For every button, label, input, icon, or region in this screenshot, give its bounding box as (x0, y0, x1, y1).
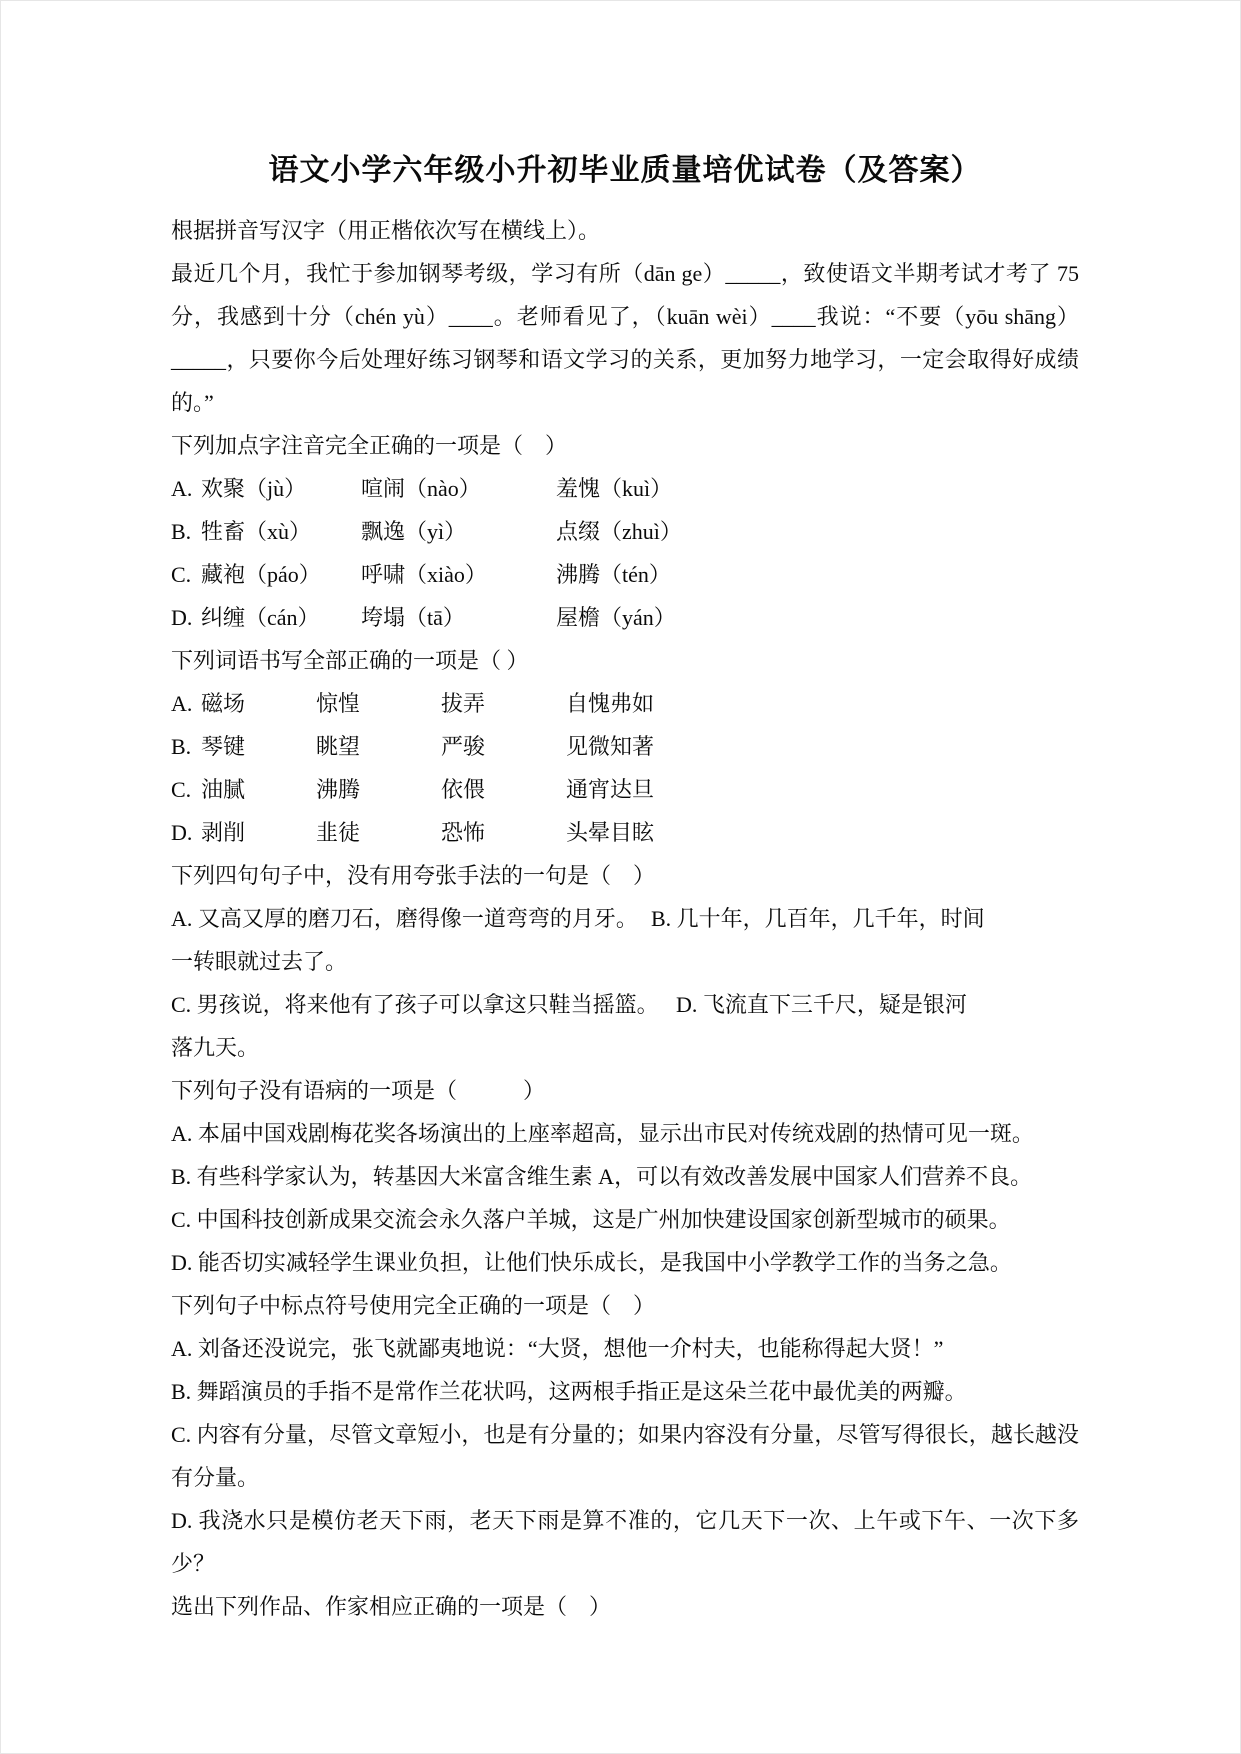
question-prompt-spelling: 下列词语书写全部正确的一项是（ ） (171, 648, 529, 673)
option-word: 飘逸（yì） (361, 519, 467, 544)
option-word: 纠缠（cán） (201, 605, 320, 630)
option-row-pinyin-c (171, 553, 1079, 596)
question-prompt-punctuation: 下列句子中标点符号使用完全正确的一项是（ ） (171, 1293, 656, 1318)
option-sentence-grammar-a: A. 本届中国戏剧梅花奖各场演出的上座率超高，显示出市民对传统戏剧的热情可见一斑。 (171, 1121, 1034, 1146)
option-line-hyperbole-ab (171, 897, 1079, 940)
option-line-hyperbole-cd (171, 983, 1079, 1026)
option-word: 沸腾 (316, 777, 361, 802)
option-word: 韭徒 (316, 820, 361, 845)
option-row-spelling-c (171, 768, 1079, 811)
option-word: 屋檐（yán） (556, 605, 676, 630)
option-letter: A. (171, 476, 193, 501)
option-word: 通宵达旦 (566, 777, 655, 802)
option-letter: A. (171, 691, 193, 716)
question-prompt-hyperbole: 下列四句句子中，没有用夸张手法的一句是（ ） (171, 863, 656, 888)
option-row-pinyin-b (171, 510, 1079, 553)
option-word: 喧闹（nào） (361, 476, 481, 501)
option-letter: C. (171, 777, 192, 802)
option-word: 欢聚（jù） (201, 476, 307, 501)
option-sentence-b-continuation: 一转眼就过去了。 (171, 949, 348, 974)
option-letter: C. (171, 562, 192, 587)
option-sentence-punct-d: D. 我浇水只是模仿老天下雨，老天下雨是算不准的，它几天下一次、上午或下午、一次下多少？ (171, 1508, 1079, 1576)
option-sentence-c: C. 男孩说，将来他有了孩子可以拿这只鞋当摇篮。 (171, 992, 659, 1017)
option-sentence-grammar-c: C. 中国科技创新成果交流会永久落户羊城，这是广州加快建设国家创新型城市的硕果。 (171, 1207, 1011, 1232)
option-word: 点缀（zhuì） (556, 519, 682, 544)
option-word: 垮塌（tā） (361, 605, 465, 630)
option-word: 严骏 (441, 734, 486, 759)
pinyin-instruction: 根据拼音写汉字（用正楷依次写在横线上）。 (171, 218, 601, 243)
option-word: 琴键 (201, 734, 246, 759)
option-sentence-punct-c: C. 内容有分量，尽管文章短小，也是有分量的；如果内容没有分量，尽管写得很长，越长越没有分量。 (171, 1422, 1079, 1490)
option-word: 恐怖 (441, 820, 486, 845)
option-letter: D. (171, 820, 193, 845)
option-row-pinyin-d (171, 596, 1079, 639)
option-word: 油腻 (201, 777, 246, 802)
option-word: 磁场 (201, 691, 246, 716)
option-word: 头晕目眩 (566, 820, 655, 845)
option-sentence-d-continuation: 落九天。 (171, 1035, 260, 1060)
option-sentence-b: B. 几十年，几百年，几千年，时间 (651, 906, 985, 931)
page-title: 语文小学六年级小升初毕业质量培优试卷（及答案） (268, 154, 982, 187)
option-word: 沸腾（tén） (556, 562, 671, 587)
option-word: 眺望 (316, 734, 361, 759)
option-word: 惊惶 (316, 691, 361, 716)
option-sentence-punct-a: A. 刘备还没说完，张飞就鄙夷地说：“大贤，想他一介村夫，也能称得起大贤！” (171, 1336, 944, 1361)
question-prompt-pinyin: 下列加点字注音完全正确的一项是（ ） (171, 433, 568, 458)
option-word: 呼啸（xiào） (361, 562, 487, 587)
option-word: 羞愧（kuì） (556, 476, 673, 501)
option-word: 藏袍（páo） (201, 562, 321, 587)
option-word: 见微知著 (566, 734, 655, 759)
option-letter: B. (171, 519, 192, 544)
page-content (171, 151, 1079, 1628)
question-prompt-works: 选出下列作品、作家相应正确的一项是（ ） (171, 1594, 612, 1619)
option-word: 剥削 (201, 820, 246, 845)
option-sentence-a: A. 又高又厚的磨刀石，磨得像一道弯弯的月牙。 (171, 906, 638, 931)
option-sentence-grammar-b: B. 有些科学家认为，转基因大米富含维生素 A，可以有效改善发展中国家人们营养不良。 (171, 1164, 1033, 1189)
question-prompt-grammar: 下列句子没有语病的一项是（ ） (171, 1078, 546, 1103)
option-sentence-d: D. 飞流直下三千尺，疑是银河 (676, 992, 967, 1017)
option-row-spelling-d (171, 811, 1079, 854)
option-sentence-grammar-d: D. 能否切实减轻学生课业负担，让他们快乐成长，是我国中小学教学工作的当务之急。 (171, 1250, 1012, 1275)
pinyin-fill-paragraph: 最近几个月，我忙于参加钢琴考级，学习有所（dān ge）_____，致使语文半期考试才考了 75 分，我感到十分（chén yù）____。老师看见了，（kuān wèi）____我说：“不要（yōu shāng）_____，只要你今后处理好练习钢琴和语文学习的关系，更加努力地学习，一定会取得好成绩的。” (171, 261, 1079, 415)
option-word: 自愧弗如 (566, 691, 655, 716)
option-row-spelling-b (171, 725, 1079, 768)
option-sentence-punct-b: B. 舞蹈演员的手指不是常作兰花状吗，这两根手指正是这朵兰花中最优美的两瓣。 (171, 1379, 967, 1404)
option-row-spelling-a (171, 682, 1079, 725)
option-letter: B. (171, 734, 192, 759)
option-word: 拔弄 (441, 691, 486, 716)
option-letter: D. (171, 605, 193, 630)
option-word: 牲畜（xù） (201, 519, 312, 544)
option-word: 依偎 (441, 777, 486, 802)
option-row-pinyin-a (171, 467, 1079, 510)
